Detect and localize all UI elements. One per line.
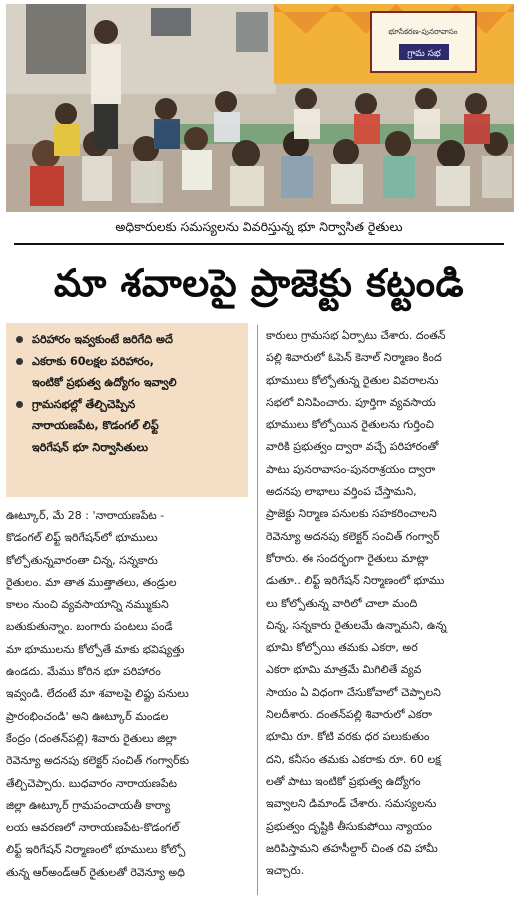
highlight-item: [14, 351, 242, 373]
text-line: లయ ఆవరణలో నారాయణపేట-కొడంగల్: [6, 821, 180, 835]
highlight-item: [14, 329, 242, 351]
text-line: ఇవ్వండి. లేదంటే మా శవాలపై లిఫ్టు పనులు: [6, 687, 189, 701]
text-line: కోల్పోతున్నవారంతా చిన్న, సన్నకారు: [6, 553, 158, 567]
text-line: కాలం నుంచి వ్యవసాయాన్ని నమ్ముకుని: [6, 598, 169, 612]
text-line: దని, కనీసం తమకు ఎకరాకు రూ. 60 లక్ష: [266, 752, 441, 766]
text-line: ఎకరా భూమి మాత్రమే మిగిలితే వ్యవ: [266, 663, 422, 677]
text-line: తున్న ఆర్అండ్ఆర్ రైతులతో రెవెన్యూ అధి: [6, 865, 185, 879]
news-photo: [6, 4, 514, 212]
text-line: ప్రారంభించండి' అని ఊట్కూర్ మండల: [6, 709, 169, 723]
article-column-2: [266, 325, 508, 882]
text-line: అదనపు లాభాలు వర్తింప చేస్తామని,: [266, 485, 417, 499]
text-line: కోరారు. ఈ సందర్భంగా రైతులు మాట్లా: [266, 551, 429, 565]
column-divider: [257, 325, 258, 895]
text-line: ప్రాజెక్టు నిర్మాణ పనులకు సహకరించాలని: [266, 507, 437, 521]
text-line: లతో పాటు ఇంటికో ప్రభుత్వ ఉద్యోగం: [266, 774, 421, 788]
highlight-item-continuation: [14, 437, 242, 459]
text-line: పల్లి శివారులో ఓపెన్ కెనాల్ నిర్మాణం కింద: [266, 351, 442, 365]
text-line: రైతులం. మా తాత ముత్తాతలు, తండ్రుల: [6, 575, 177, 589]
text-line: జిల్లా ఊట్కూర్ గ్రామపంచాయతీ కార్యా: [6, 798, 171, 812]
text-line: చిన్న, సన్నకారు రైతులమే ఉన్నామని, ఉన్న: [266, 618, 447, 632]
highlights-box: [6, 323, 248, 497]
text-line: కొడంగల్ లిఫ్ట్ ఇరిగేషన్‌లో భూములు: [6, 531, 158, 545]
text-line: రెవెన్యూ అదనపు కలెక్టర్ సంచిత్ గంగ్వార్‌కు: [6, 754, 190, 768]
bullet-icon: [16, 401, 23, 408]
caption-divider: [14, 243, 504, 245]
text-line: భూమి కోల్పోయి తమకు ఎకరా, అర: [266, 641, 418, 655]
text-line: ఊట్కూర్, మే 28 : 'నారాయణపేట -: [6, 509, 165, 522]
text-line: భూములు కోల్పోయిన రైతులను గుర్తించి: [266, 418, 434, 432]
text-line: కారులు గ్రామసభ ఏర్పాటు చేశారు. దంతన్: [266, 329, 446, 342]
text-line: భూములు కోల్పోతున్న రైతుల వివరాలను: [266, 373, 439, 387]
text-line: రెవెన్యూ అదనపు కలెక్టర్ సంచిత్ గంగ్వార్: [266, 529, 440, 543]
highlight-text: నారాయణపేట, కొడంగల్ లిఫ్ట్: [32, 419, 159, 432]
text-line: లు కోల్పోతున్న వారిలో చాలా మంది: [266, 596, 418, 610]
article-column-1: [6, 505, 248, 884]
highlight-text: ఇరిగేషన్ భూ నిర్వాసితులు: [32, 440, 149, 454]
text-line: సాయం ఏ విధంగా చేసుకోవాలో చెప్పాలని: [266, 685, 441, 699]
text-line: సభలో వినిపించారు. పూర్తిగా వ్యవసాయ: [266, 395, 436, 409]
text-line: లిఫ్ట్ ఇరిగేషన్ నిర్మాణంలో భూములు కోల్పో: [6, 843, 186, 857]
text-line: తేల్చిచెప్పారు. బుధవారం నారాయణపేట: [6, 776, 178, 790]
highlight-text: గ్రామసభల్లో తేల్చిచెప్పిన: [32, 397, 136, 411]
banner-text-line2: గ్రామ సభ: [407, 49, 441, 59]
text-line: కేంద్రం (దంతన్‌పల్లి) శివారు రైతులు జిల్లా: [6, 731, 177, 745]
text-line: ఇచ్చారు.: [266, 864, 305, 878]
bullet-icon: [16, 336, 23, 343]
text-line: మా భూములను కోల్పోతే మాకు భవిష్యత్తు: [6, 642, 185, 656]
meeting-photo-illustration: [6, 4, 514, 212]
highlight-text: ఎకరాకు 60లక్షల పరిహారం,: [32, 354, 154, 368]
photo-caption: అధికారులకు సమస్యలను వివరిస్తున్న భూ నిర్వాసిత రైతులు: [115, 219, 403, 234]
highlight-text: పరిహారం ఇవ్వకుంటే జరిగేది అదే: [32, 333, 173, 346]
text-line: ఉండదు. మేము కోరిన భూ పరిహారం: [6, 665, 161, 679]
text-line: పాటు పునరావాసం-పునరాశ్రయం ద్వారా: [266, 462, 436, 476]
text-line: భూమి రూ. కోటి వరకు ధర పలుకుతుం: [266, 730, 430, 744]
highlight-item-continuation: [14, 372, 242, 394]
highlight-item: [14, 394, 242, 416]
banner-text-line1: భూసేకరణ-పునరావాసం: [388, 27, 458, 36]
text-line: వారికి ప్రభుత్వం ద్వారా వచ్చే పరిహారంతో: [266, 440, 439, 454]
text-line: జరిపిస్తామని తహసీల్దార్ చింత రవి హామీ: [266, 841, 438, 855]
text-line: డుతూ.. లిఫ్ట్ ఇరిగేషన్ నిర్మాణంలో భూము: [266, 574, 445, 588]
bullet-icon: [16, 358, 23, 365]
article-headline: మా శవాలపై ప్రాజెక్టు కట్టండి: [53, 261, 465, 305]
text-line: ఇవ్వాలని డిమాండ్ చేశారు. సమస్యలను: [266, 797, 437, 811]
text-line: నిలదీశారు. దంతన్‌పల్లి శివారులో ఎకరా: [266, 708, 432, 722]
text-line: ప్రభుత్వం దృష్టికి తీసుకుపోయి న్యాయం: [266, 819, 432, 833]
highlight-item-continuation: [14, 415, 242, 437]
text-line: బతుకుతున్నాం. బంగారు పంటలు పండే: [6, 620, 173, 634]
highlight-text: ఇంటికో ప్రభుత్వ ఉద్యోగం ఇవ్వాలి: [32, 376, 177, 389]
